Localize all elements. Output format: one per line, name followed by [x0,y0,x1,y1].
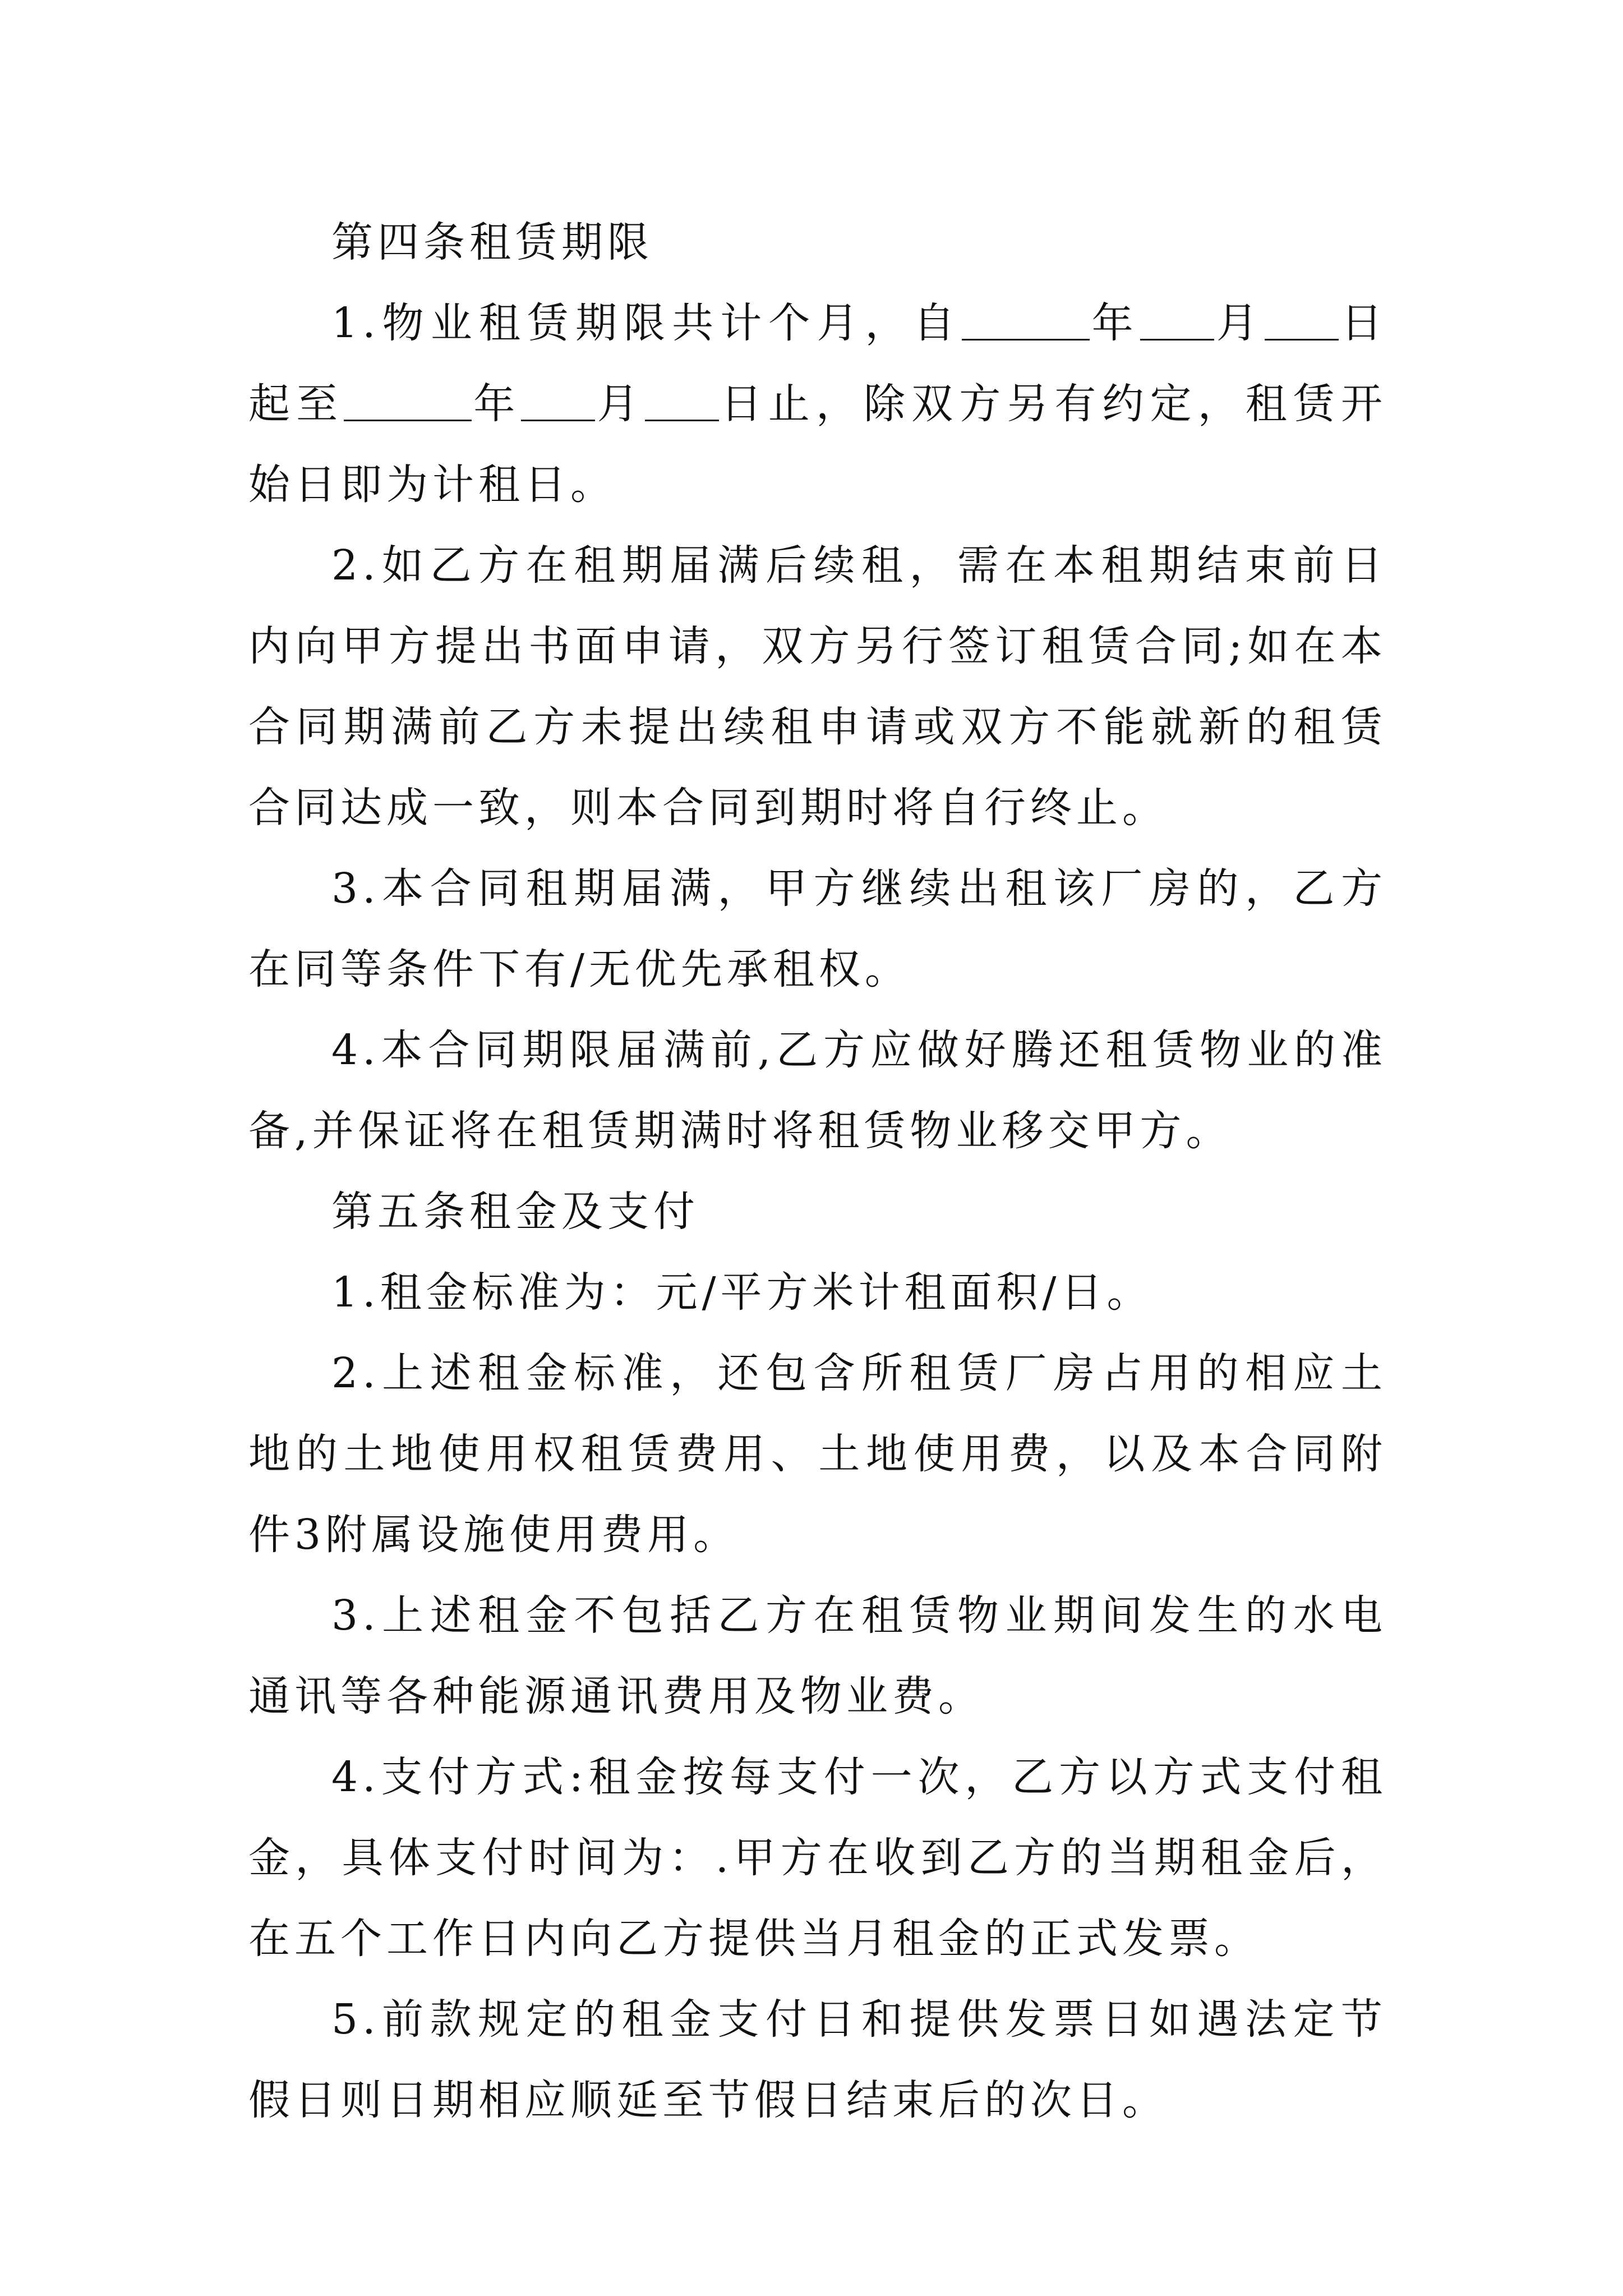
article-4-heading: 第四条租赁期限 [331,218,653,266]
article-5-clause-5: 5.前款规定的租金支付日和提供发票日如遇法定节假日则日期相应顺延至节假日结束后的次日。 [248,1995,1387,2124]
blank-line [1140,305,1214,341]
blank-line [1265,305,1339,341]
blank-line [344,386,472,421]
clause-text: 年 [472,380,522,428]
clause-text: 日止，除双方另有约定，租赁开始日即为计租日。 [248,380,1387,509]
article-4-clause-3: 3.本合同租期届满，甲方继续出租该厂房的，乙方在同等条件下有/无优先承租权。 [248,864,1387,993]
clause-text: 日起至 [248,299,1387,428]
clause-text: 年 [1089,299,1140,347]
article-4-clause-2: 2.如乙方在租期届满后续租，需在本租期结束前日内向甲方提出书面申请，双方另行签订租赁合同;如在本合同期满前乙方未提出续租申请或双方不能就新的租赁合同达成一致，则本合同到期时将自行终止。 [248,541,1387,832]
article-5-clause-2: 2.上述租金标准，还包含所租赁厂房占用的相应土地的土地使用权租赁费用、土地使用费，以及本合同附件3附属设施使用费用。 [248,1349,1387,1559]
article-4-clause-1 [248,283,1387,525]
blank-line [645,386,719,421]
article-5-heading: 第五条租金及支付 [331,1188,699,1236]
document-page [248,202,1387,2141]
article-4-clause-4: 4.本合同期限届满前,乙方应做好腾还租赁物业的准备,并保证将在租赁期满时将租赁物业移交甲方。 [248,1026,1387,1155]
clause-text: 月 [595,380,645,428]
clause-text: 月 [1214,299,1265,347]
article-5-clause-3: 3.上述租金不包括乙方在租赁物业期间发生的水电通讯等各种能源通讯费用及物业费。 [248,1591,1387,1720]
blank-line [521,386,595,421]
article-5-clause-4: 4.支付方式:租金按每支付一次，乙方以方式支付租金，具体支付时间为：.甲方在收到乙方的当期租金后，在五个工作日内向乙方提供当月租金的正式发票。 [248,1753,1387,1963]
blank-line [962,305,1090,341]
clause-text: 1.物业租赁期限共计个月，自 [331,299,962,347]
article-5-clause-1: 1.租金标准为：元/平方米计租面积/日。 [331,1268,1153,1317]
